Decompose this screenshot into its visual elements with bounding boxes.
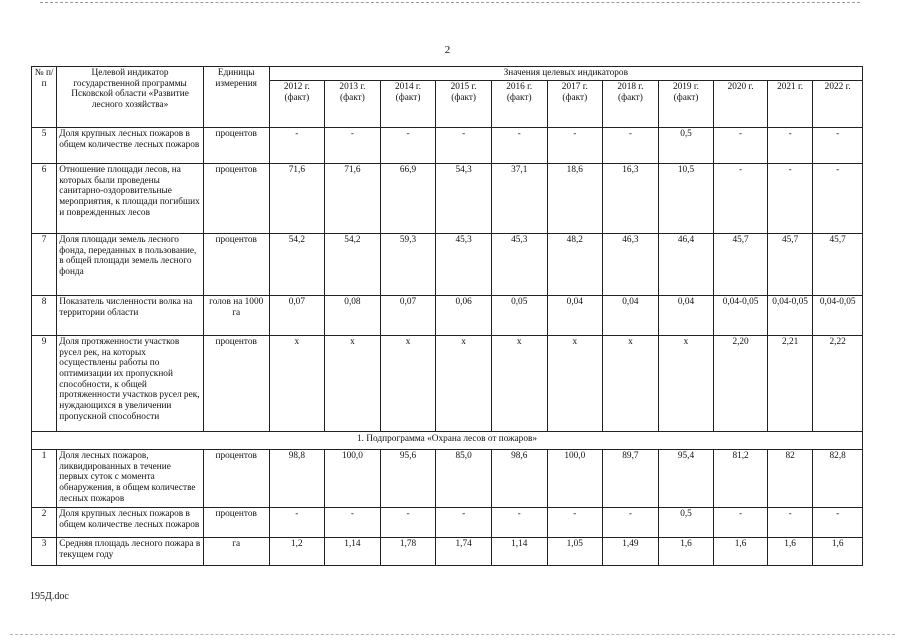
table-row — [32, 538, 863, 566]
header-num: № п/п — [32, 67, 57, 128]
indicator-unit: голов на 1000 га — [203, 296, 269, 336]
indicator-value: - — [767, 164, 812, 234]
indicator-value: 0,04-0,05 — [714, 296, 768, 336]
scan-edge-top — [40, 2, 860, 3]
indicator-value: 0,07 — [269, 296, 325, 336]
header-year: 2014 г. (факт) — [380, 81, 436, 128]
header-year: 2016 г. (факт) — [491, 81, 547, 128]
indicator-value: 0,04 — [658, 296, 714, 336]
indicator-value: - — [380, 508, 436, 538]
indicator-value: 48,2 — [547, 234, 603, 296]
indicator-value: 1,6 — [767, 538, 812, 566]
indicator-value: 0,5 — [658, 508, 714, 538]
row-number: 2 — [32, 508, 57, 538]
indicator-value: 54,2 — [269, 234, 325, 296]
indicator-value: 1,6 — [658, 538, 714, 566]
indicator-value: 85,0 — [436, 450, 492, 508]
indicator-value: 46,3 — [603, 234, 659, 296]
indicator-value: 54,2 — [325, 234, 381, 296]
indicator-value: 71,6 — [269, 164, 325, 234]
indicator-value: 1,78 — [380, 538, 436, 566]
indicator-value: 18,6 — [547, 164, 603, 234]
indicator-unit: процентов — [203, 234, 269, 296]
indicator-rows-subprogram — [32, 450, 863, 566]
indicator-name: Отношение площади лесов, на которых были проведены санитарно-оздоровительные мероприятия, к площади погибших и поврежденных лесов — [57, 164, 204, 234]
header-year: 2021 г. — [767, 81, 812, 128]
indicator-value: - — [491, 128, 547, 164]
table-row — [32, 234, 863, 296]
indicator-value: - — [380, 128, 436, 164]
page-number: 2 — [444, 44, 451, 56]
indicator-value: 1,49 — [603, 538, 659, 566]
indicator-value: 46,4 — [658, 234, 714, 296]
table-row — [32, 164, 863, 234]
indicator-value: - — [813, 508, 863, 538]
indicator-value: 95,4 — [658, 450, 714, 508]
indicator-value: 98,6 — [491, 450, 547, 508]
indicator-value: 1,2 — [269, 538, 325, 566]
indicator-value: 10,5 — [658, 164, 714, 234]
indicator-value: - — [325, 508, 381, 538]
indicator-value: 100,0 — [325, 450, 381, 508]
indicator-value: 0,04-0,05 — [813, 296, 863, 336]
indicator-value: x — [547, 336, 603, 432]
indicator-name: Доля крупных лесных пожаров в общем количестве лесных пожаров — [57, 508, 204, 538]
indicator-value: 0,04-0,05 — [767, 296, 812, 336]
indicator-value: - — [269, 128, 325, 164]
indicator-value: 2,20 — [714, 336, 768, 432]
indicator-value: 45,7 — [767, 234, 812, 296]
header-year: 2017 г. (факт) — [547, 81, 603, 128]
indicator-value: - — [813, 164, 863, 234]
table-row — [32, 450, 863, 508]
indicator-value: - — [714, 164, 768, 234]
indicator-value: 1,05 — [547, 538, 603, 566]
header-values-group: Значения целевых индикаторов — [269, 67, 862, 81]
document-filename: 195Д.doc — [30, 591, 69, 602]
indicator-name: Доля протяженности участков русел рек, на которых осуществлены работы по оптимизации их пропускной способности, к общей протяженности участков русел рек, нуждающихся в увеличении пропускной способности — [57, 336, 204, 432]
row-number: 7 — [32, 234, 57, 296]
indicator-value: 0,06 — [436, 296, 492, 336]
indicator-name: Средняя площадь лесного пожара в текущем году — [57, 538, 204, 566]
indicator-value: 89,7 — [603, 450, 659, 508]
indicator-value: - — [714, 508, 768, 538]
indicator-value: - — [547, 508, 603, 538]
indicator-unit: процентов — [203, 450, 269, 508]
header-unit: Единицы измерения — [203, 67, 269, 128]
indicator-value: 0,07 — [380, 296, 436, 336]
indicator-value: 82 — [767, 450, 812, 508]
indicator-unit: га — [203, 538, 269, 566]
indicator-value: 81,2 — [714, 450, 768, 508]
indicator-value: 0,08 — [325, 296, 381, 336]
indicator-value: 100,0 — [547, 450, 603, 508]
scan-edge-bottom — [10, 634, 895, 635]
indicator-value: - — [325, 128, 381, 164]
row-number: 9 — [32, 336, 57, 432]
indicator-value: 66,9 — [380, 164, 436, 234]
indicator-value: - — [603, 128, 659, 164]
indicator-value: 59,3 — [380, 234, 436, 296]
indicator-value: 1,74 — [436, 538, 492, 566]
indicator-value: 54,3 — [436, 164, 492, 234]
header-year: 2019 г. (факт) — [658, 81, 714, 128]
indicator-value: 45,3 — [436, 234, 492, 296]
indicator-value: 2,22 — [813, 336, 863, 432]
indicator-value: 0,04 — [547, 296, 603, 336]
indicator-name: Показатель численности волка на территории области — [57, 296, 204, 336]
indicator-value: x — [491, 336, 547, 432]
indicator-value: 82,8 — [813, 450, 863, 508]
indicator-value: - — [269, 508, 325, 538]
indicator-value: - — [436, 508, 492, 538]
table-row — [32, 128, 863, 164]
indicator-value: 2,21 — [767, 336, 812, 432]
indicator-value: 45,7 — [714, 234, 768, 296]
indicator-unit: процентов — [203, 128, 269, 164]
indicator-value: 1,6 — [714, 538, 768, 566]
indicator-unit: процентов — [203, 164, 269, 234]
header-year: 2018 г. (факт) — [603, 81, 659, 128]
indicator-value: 71,6 — [325, 164, 381, 234]
indicator-value: - — [436, 128, 492, 164]
indicator-name: Доля лесных пожаров, ликвидированных в течение первых суток с момента обнаружения, в общем количестве лесных пожаров — [57, 450, 204, 508]
indicator-value: 16,3 — [603, 164, 659, 234]
indicator-value: x — [325, 336, 381, 432]
indicator-value: x — [380, 336, 436, 432]
table-row — [32, 508, 863, 538]
indicator-value: 0,05 — [491, 296, 547, 336]
indicator-value: 45,7 — [813, 234, 863, 296]
indicator-value: x — [603, 336, 659, 432]
indicator-value: 1,14 — [325, 538, 381, 566]
row-number: 1 — [32, 450, 57, 508]
indicator-value: - — [491, 508, 547, 538]
indicator-value: - — [767, 128, 812, 164]
indicator-value: - — [714, 128, 768, 164]
indicator-value: x — [269, 336, 325, 432]
row-number: 6 — [32, 164, 57, 234]
header-indicator: Целевой индикатор государственной программы Псковской области «Развитие лесного хозяйства» — [57, 67, 204, 128]
indicator-value: x — [436, 336, 492, 432]
row-number: 5 — [32, 128, 57, 164]
indicator-unit: процентов — [203, 508, 269, 538]
indicator-rows-main — [32, 128, 863, 432]
subprogram-title: 1. Подпрограмма «Охрана лесов от пожаров» — [32, 432, 863, 450]
indicator-value: - — [547, 128, 603, 164]
indicator-value: x — [658, 336, 714, 432]
table-row — [32, 336, 863, 432]
table-row — [32, 296, 863, 336]
header-year: 2022 г. — [813, 81, 863, 128]
indicator-value: 0,5 — [658, 128, 714, 164]
indicator-value: 45,3 — [491, 234, 547, 296]
indicator-value: 0,04 — [603, 296, 659, 336]
indicator-value: 1,14 — [491, 538, 547, 566]
row-number: 3 — [32, 538, 57, 566]
indicator-unit: процентов — [203, 336, 269, 432]
header-year: 2013 г. (факт) — [325, 81, 381, 128]
indicator-name: Доля крупных лесных пожаров в общем количестве лесных пожаров — [57, 128, 204, 164]
header-year: 2020 г. — [714, 81, 768, 128]
indicator-value: - — [603, 508, 659, 538]
indicator-value: 98,8 — [269, 450, 325, 508]
header-year: 2015 г. (факт) — [436, 81, 492, 128]
indicator-value: 37,1 — [491, 164, 547, 234]
indicator-value: - — [813, 128, 863, 164]
indicator-name: Доля площади земель лесного фонда, переданных в пользование, в общей площади земель лесного фонда — [57, 234, 204, 296]
row-number: 8 — [32, 296, 57, 336]
indicator-value: - — [767, 508, 812, 538]
indicators-table — [31, 66, 863, 566]
indicator-value: 95,6 — [380, 450, 436, 508]
header-year: 2012 г. (факт) — [269, 81, 325, 128]
indicator-value: 1,6 — [813, 538, 863, 566]
